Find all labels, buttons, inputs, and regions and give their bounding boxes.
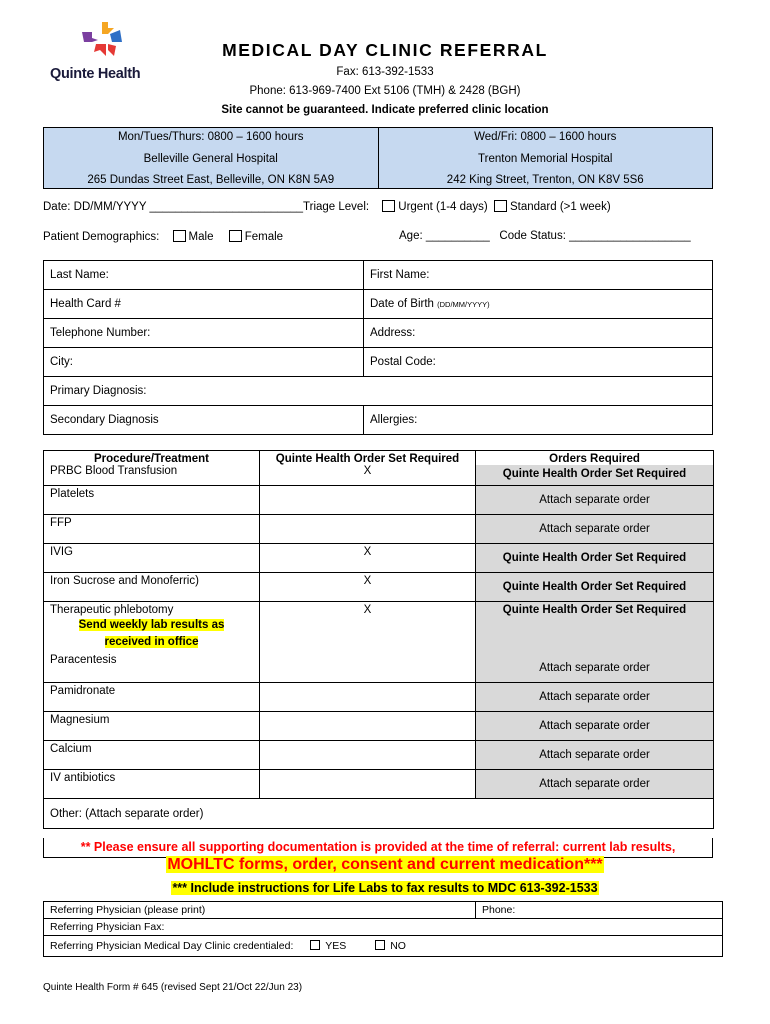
physician-fax-field[interactable]: Referring Physician Fax: (44, 919, 723, 936)
lifelabs-notice: *** Include instructions for Life Labs to fax results to MDC 613-392-1533 (172, 881, 598, 895)
order-set-mark[interactable] (260, 770, 476, 799)
procedure-name: Calcium (44, 741, 260, 770)
order-set-mark[interactable]: X (260, 602, 476, 654)
orders-required: Attach separate order (476, 741, 714, 770)
order-set-mark[interactable] (260, 654, 476, 683)
procedure-name: FFP (44, 515, 260, 544)
other-field[interactable]: Other: (Attach separate order) (44, 799, 714, 829)
orders-required: Attach separate order (476, 515, 714, 544)
triage-label: Triage Level: (303, 201, 370, 213)
orders-required: Attach separate order (476, 486, 714, 515)
site-note: Site cannot be guaranteed. Indicate preferred clinic location (221, 104, 549, 116)
documentation-notice-line2: MOHLTC forms, order, consent and current medication*** (167, 856, 603, 873)
table-row (44, 654, 714, 683)
demographics-line (43, 230, 283, 243)
standard-checkbox[interactable] (494, 200, 507, 212)
no-label: NO (390, 940, 406, 952)
table-row (44, 770, 714, 799)
male-label: Male (188, 231, 214, 243)
table-row (44, 741, 714, 770)
demographics-table (43, 260, 713, 435)
procedures-header-row (44, 451, 714, 486)
clinic-hours: Mon/Tues/Thurs: 0800 – 1600 hours (117, 131, 304, 143)
dob-format: (DD/MM/YYYY) (437, 300, 490, 309)
form-footer: Quinte Health Form # 645 (revised Sept 21/Oct 22/Jun 23) (43, 982, 303, 993)
table-row (44, 602, 714, 654)
procedures-table (43, 450, 714, 829)
phlebotomy-note (50, 617, 253, 651)
female-checkbox[interactable] (229, 230, 242, 242)
logo-text: Quinte Health (50, 66, 141, 82)
orders-required: Attach separate order (476, 654, 714, 683)
clinic-belleville[interactable] (44, 128, 378, 188)
documentation-notice: ** Please ensure all supporting documentation is provided at the time of referral: current lab results, (43, 838, 713, 858)
allergies-field[interactable]: Allergies: (364, 406, 713, 435)
age-field[interactable]: Age: __________ (399, 230, 490, 242)
table-row (44, 486, 714, 515)
procedure-cell (44, 451, 260, 486)
procedure-name: IV antibiotics (44, 770, 260, 799)
urgent-checkbox[interactable] (382, 200, 395, 212)
orders-header: Orders Required (549, 453, 640, 465)
orders-required: Attach separate order (476, 712, 714, 741)
orders-required: Quinte Health Order Set Required (476, 544, 714, 573)
procedure-name: Magnesium (44, 712, 260, 741)
procedure-name: PRBC Blood Transfusion (50, 465, 178, 477)
male-checkbox[interactable] (173, 230, 186, 242)
city-field[interactable]: City: (44, 348, 364, 377)
procedure-name: Platelets (44, 486, 260, 515)
order-set-mark[interactable] (260, 741, 476, 770)
order-set-header: Quinte Health Order Set Required (275, 453, 460, 465)
table-row (44, 712, 714, 741)
clinic-name: Trenton Memorial Hospital (478, 152, 613, 165)
demographics-label: Patient Demographics: (43, 231, 160, 243)
procedure-name: Pamidronate (44, 683, 260, 712)
secondary-diagnosis-field[interactable]: Secondary Diagnosis (44, 406, 364, 435)
credential-yes-checkbox[interactable] (310, 940, 320, 950)
phlebotomy-note-line2: received in office (104, 636, 199, 648)
address-field[interactable]: Address: (364, 319, 713, 348)
telephone-field[interactable]: Telephone Number: (44, 319, 364, 348)
orders-required: Attach separate order (476, 770, 714, 799)
urgent-label: Urgent (1-4 days) (398, 201, 488, 213)
procedure-name: Paracentesis (44, 654, 260, 683)
orders-required: Quinte Health Order Set Required (476, 602, 714, 654)
clinic-hours: Wed/Fri: 0800 – 1600 hours (474, 131, 617, 143)
order-set-mark[interactable]: X (260, 573, 476, 602)
order-set-mark[interactable]: X (260, 544, 476, 573)
yes-label: YES (325, 940, 347, 952)
procedure-cell (44, 602, 260, 654)
credential-label: Referring Physician Medical Day Clinic credentialed: (50, 940, 294, 952)
order-set-cell[interactable] (260, 451, 476, 486)
last-name-field[interactable]: Last Name: (44, 261, 364, 290)
table-row (44, 573, 714, 602)
procedure-name: Therapeutic phlebotomy (50, 604, 174, 616)
fax-line: Fax: 613-392-1533 (336, 66, 434, 78)
orders-required: Attach separate order (476, 683, 714, 712)
code-status-field[interactable]: Code Status: ___________________ (499, 230, 691, 242)
clinic-trenton[interactable] (378, 128, 713, 188)
age-code-line (399, 230, 691, 242)
form-title: MEDICAL DAY CLINIC REFERRAL (222, 40, 548, 60)
date-triage-line (43, 200, 611, 213)
order-set-mark[interactable] (260, 486, 476, 515)
physician-name-field[interactable]: Referring Physician (please print) (44, 902, 476, 919)
clinic-address: 242 King Street, Trenton, ON K8V 5S6 (446, 174, 644, 186)
order-set-mark[interactable] (260, 712, 476, 741)
health-card-field[interactable]: Health Card # (44, 290, 364, 319)
credential-no-checkbox[interactable] (375, 940, 385, 950)
order-set-mark[interactable] (260, 515, 476, 544)
order-set-mark[interactable] (260, 683, 476, 712)
dob-field[interactable] (364, 290, 713, 319)
standard-label: Standard (>1 week) (509, 201, 611, 213)
dob-label: Date of Birth (370, 298, 434, 310)
female-label: Female (244, 231, 284, 243)
procedure-name: IVIG (44, 544, 260, 573)
clinic-address: 265 Dundas Street East, Belleville, ON K8N 5A9 (87, 174, 335, 186)
procedure-name: Iron Sucrose and Monoferric) (44, 573, 260, 602)
orders-cell (476, 451, 714, 486)
postal-code-field[interactable]: Postal Code: (364, 348, 713, 377)
first-name-field[interactable]: First Name: (364, 261, 713, 290)
order-set-mark: X (363, 465, 372, 477)
table-row (44, 544, 714, 573)
credential-row (44, 936, 723, 957)
orders-required: Quinte Health Order Set Required (476, 465, 713, 485)
procedure-header: Procedure/Treatment (93, 453, 210, 465)
phlebotomy-note-line1: Send weekly lab results as (78, 619, 225, 631)
physician-phone-field[interactable]: Phone: (476, 902, 723, 919)
phone-line: Phone: 613-969-7400 Ext 5106 (TMH) & 2428 (BGH) (249, 85, 521, 97)
primary-diagnosis-field[interactable]: Primary Diagnosis: (44, 377, 713, 406)
table-row (44, 515, 714, 544)
clinic-locations (43, 127, 713, 189)
date-field[interactable]: Date: DD/MM/YYYY ________________________ (43, 201, 304, 213)
table-row (44, 683, 714, 712)
table-row (44, 799, 714, 829)
clinic-name: Belleville General Hospital (143, 152, 278, 165)
physician-table (43, 901, 723, 957)
orders-required: Quinte Health Order Set Required (476, 573, 714, 602)
